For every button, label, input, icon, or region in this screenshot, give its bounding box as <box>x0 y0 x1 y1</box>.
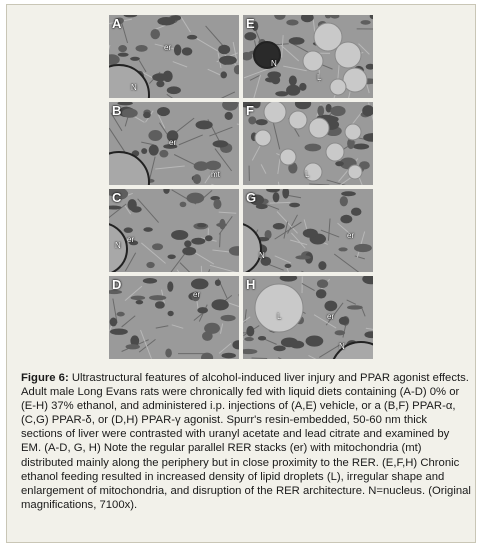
micrograph-panel-f <box>243 102 373 185</box>
panel-letter: F <box>246 103 254 118</box>
mitochondrion <box>148 130 162 141</box>
mitochondrion <box>335 330 346 335</box>
mitochondrion <box>335 161 344 166</box>
rer-streak <box>220 233 221 247</box>
panel-annotation: mt <box>211 170 220 179</box>
micrograph-panel-g <box>243 189 373 272</box>
mitochondrion <box>197 307 208 313</box>
mitochondrion <box>184 240 191 247</box>
mitochondrion <box>167 86 181 94</box>
mitochondrion <box>324 301 337 312</box>
mitochondrion <box>196 120 213 129</box>
lipid-droplet <box>264 102 286 123</box>
mitochondrion <box>194 161 209 171</box>
mitochondrion <box>149 145 159 156</box>
lipid-droplet <box>309 118 329 138</box>
mitochondrion <box>216 223 227 227</box>
mitochondrion <box>286 20 298 26</box>
mitochondrion <box>187 193 205 204</box>
mitochondrion <box>317 279 328 288</box>
mitochondrion <box>157 107 170 116</box>
micrograph-image <box>243 276 373 359</box>
micrograph-panel-h <box>243 276 373 359</box>
panel-letter: C <box>112 190 122 205</box>
mitochondrion <box>289 203 300 208</box>
micrograph-panel-a <box>109 15 239 98</box>
mitochondrion <box>244 337 253 341</box>
mitochondrion <box>222 353 236 359</box>
mitochondrion <box>136 300 144 304</box>
lipid-droplet <box>335 42 361 68</box>
mitochondrion <box>143 112 151 118</box>
mitochondrion <box>318 261 326 270</box>
lipid-droplet <box>255 284 303 332</box>
mitochondrion <box>131 296 146 301</box>
mitochondrion <box>338 247 347 251</box>
figure-container <box>6 4 476 543</box>
mitochondrion <box>124 227 133 233</box>
panel-annotation: L <box>277 312 282 321</box>
mitochondrion <box>159 150 168 158</box>
mitochondrion <box>130 57 140 61</box>
mitochondrion <box>258 336 266 341</box>
lipid-droplet <box>255 130 271 146</box>
mitochondrion <box>122 108 138 117</box>
mitochondrion <box>353 144 369 150</box>
mitochondrion <box>171 230 188 240</box>
mitochondrion <box>156 81 164 88</box>
mitochondrion <box>267 71 281 78</box>
mitochondrion <box>289 37 305 45</box>
panel-letter: B <box>112 103 122 118</box>
mitochondrion <box>152 243 163 250</box>
mitochondrion <box>225 112 233 120</box>
panel-annotation: L <box>317 73 322 82</box>
micrograph-grid <box>109 15 373 361</box>
mitochondrion <box>182 47 193 55</box>
mitochondrion <box>347 305 363 309</box>
mitochondrion <box>285 264 292 268</box>
mitochondrion <box>289 75 297 85</box>
lipid-droplet <box>303 51 323 71</box>
mitochondrion <box>174 44 181 55</box>
panel-annotation: er <box>327 312 335 321</box>
mitochondrion <box>150 29 160 39</box>
mitochondrion <box>275 91 288 96</box>
mitochondrion <box>273 192 280 202</box>
caption-title: Figure 6: <box>21 372 69 384</box>
mitochondrion <box>136 45 148 52</box>
mitochondrion <box>118 45 127 52</box>
mitochondrion <box>191 238 205 245</box>
micrograph-panel-c <box>109 189 239 272</box>
lipid-droplet <box>348 165 362 179</box>
mitochondrion <box>202 331 213 340</box>
mitochondrion <box>180 202 187 208</box>
mitochondrion <box>110 318 117 327</box>
mitochondrion <box>354 244 372 252</box>
mitochondrion <box>143 278 157 284</box>
mitochondrion <box>187 35 197 40</box>
panel-annotation: N <box>259 251 265 260</box>
mitochondrion <box>340 215 352 224</box>
panel-annotation: er <box>164 43 172 52</box>
mitochondrion <box>143 227 153 232</box>
mitochondrion <box>220 71 227 78</box>
mitochondrion <box>168 311 174 317</box>
panel-letter: E <box>246 16 255 31</box>
mitochondrion <box>213 140 229 147</box>
mitochondrion <box>193 174 201 184</box>
lipid-droplet <box>280 149 296 165</box>
mitochondrion <box>295 255 310 259</box>
mitochondrion <box>197 223 206 227</box>
mitochondrion <box>273 346 285 352</box>
mitochondrion <box>286 85 300 96</box>
lipid-droplet <box>326 143 344 161</box>
mitochondrion <box>246 326 254 337</box>
panel-annotation: N <box>339 342 345 351</box>
panel-annotation: er <box>169 138 177 147</box>
mitochondrion <box>191 278 209 289</box>
mitochondrion <box>360 20 370 25</box>
mitochondrion <box>221 315 236 321</box>
mitochondrion <box>218 45 230 55</box>
lipid-droplet <box>330 79 346 95</box>
lipid-droplet <box>345 124 361 140</box>
mitochondrion <box>341 191 356 196</box>
mitochondrion <box>256 204 268 209</box>
mitochondrion <box>165 348 172 357</box>
mitochondrion <box>152 73 167 81</box>
mitochondrion <box>182 247 196 256</box>
mitochondrion <box>167 281 173 291</box>
mitochondrion <box>127 199 136 210</box>
mitochondrion <box>215 279 221 286</box>
panel-annotation: L <box>305 170 310 179</box>
mitochondrion <box>205 235 213 241</box>
mitochondrion <box>244 32 256 40</box>
panel-letter: G <box>246 190 257 205</box>
mitochondrion <box>149 295 166 300</box>
mitochondrion <box>340 196 348 206</box>
mitochondrion <box>155 301 165 308</box>
lipid-droplet <box>343 68 367 92</box>
mitochondrion <box>273 223 285 229</box>
mitochondrion <box>141 148 147 154</box>
mitochondrion <box>146 262 154 268</box>
micrograph-image <box>243 15 373 98</box>
figure-caption <box>21 371 471 512</box>
panel-letter: H <box>246 277 256 292</box>
mitochondrion <box>110 328 128 334</box>
mitochondrion <box>290 341 304 349</box>
mitochondrion <box>256 119 268 125</box>
panel-letter: D <box>112 277 122 292</box>
micrograph-image <box>109 189 239 272</box>
mitochondrion <box>303 229 318 238</box>
mitochondrion <box>316 289 327 298</box>
mitochondrion <box>306 336 324 347</box>
rer-streak <box>201 266 202 272</box>
mitochondrion <box>304 144 321 152</box>
panel-annotation: N <box>131 83 137 92</box>
mitochondrion <box>126 344 140 349</box>
mitochondrion <box>211 299 228 310</box>
panel-annotation: er <box>127 235 135 244</box>
panel-annotation: er <box>193 290 201 299</box>
panel-letter: A <box>112 16 122 31</box>
mitochondrion <box>213 199 221 209</box>
caption-text: Ultrastructural features of alcohol-induced liver injury and PPAR agonist effects. Adult male Long Evans rats were chronically fed with liquid diets containing (A-D) 0% or (E-H) 37% ethanol, and administered i.p. injections of (A,E) vehicle, or a (B,F) PPAR-α, (C,G) PPAR-δ, or (D,H) PPAR-γ agonist. Spurr's resin-embedded, 50-60 nm thick sections of liver were contrasted with uranyl acetate and lead citrate and examined by EM. (A-D, G, H) Note the regular parallel RER stacks (er) with mitochondria (mt) distributed mainly along the periphery but in close proximity to the RER. (E,F,H) Chronic ethanol feeding resulted in increased density of lipid droplets (L), irregular shape and enlargement of mitochondria, and disruption of the RER architecture. N=nucleus. (Original magnifications, 7100x). <box>21 372 471 511</box>
mitochondrion <box>330 106 345 116</box>
mitochondrion <box>351 208 362 216</box>
lipid-droplet <box>289 111 307 129</box>
mitochondrion <box>317 105 324 116</box>
mitochondrion <box>339 317 349 325</box>
panel-annotation: N <box>271 59 277 68</box>
mitochondrion <box>167 254 175 259</box>
micrograph-panel-d <box>109 276 239 359</box>
micrograph-image <box>109 15 239 98</box>
mitochondrion <box>171 15 182 20</box>
panel-annotation: N <box>115 241 121 250</box>
micrograph-image <box>109 276 239 359</box>
mitochondrion <box>222 60 229 65</box>
panel-annotation: er <box>347 231 355 240</box>
mitochondrion <box>118 53 129 57</box>
mitochondrion <box>117 312 125 317</box>
micrograph-panel-b <box>109 102 239 185</box>
micrograph-panel-e <box>243 15 373 98</box>
